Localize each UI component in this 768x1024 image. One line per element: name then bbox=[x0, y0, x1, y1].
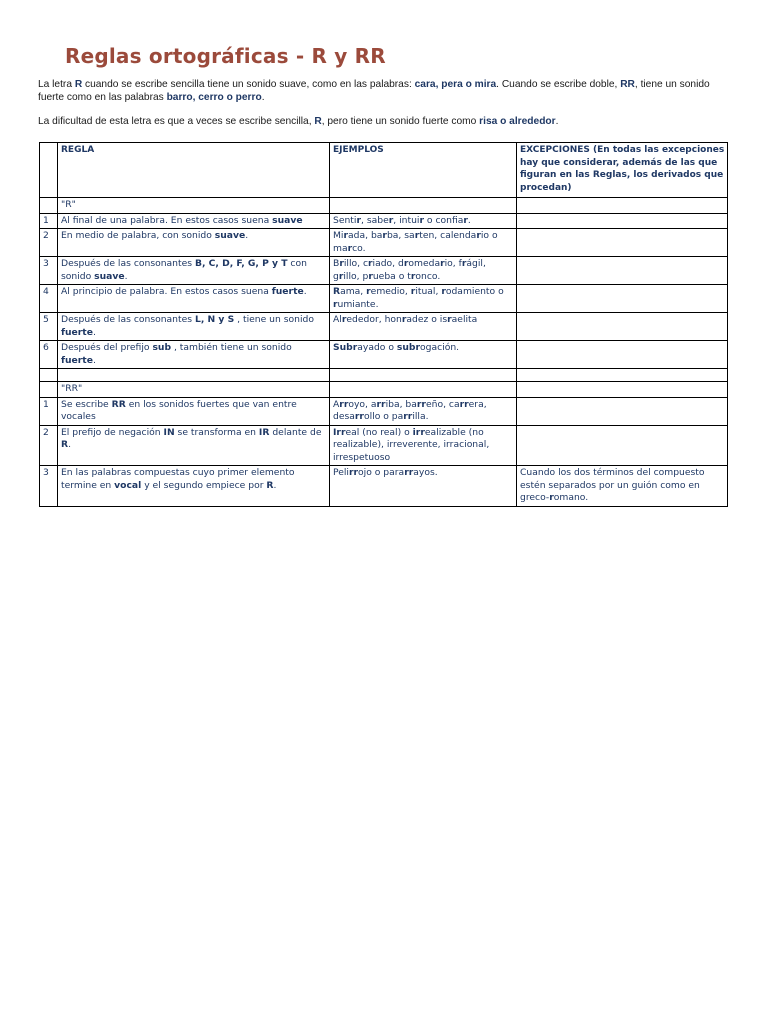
header-rule: REGLA bbox=[58, 143, 330, 198]
text: B bbox=[333, 258, 340, 269]
bold-text: r bbox=[447, 314, 452, 325]
bold-text: R bbox=[266, 479, 274, 491]
intro-text: . bbox=[555, 116, 559, 127]
table-row bbox=[40, 257, 728, 285]
empty-cell bbox=[40, 382, 58, 398]
bold-text: r bbox=[549, 492, 554, 503]
bold-text: R bbox=[333, 286, 341, 297]
table-row bbox=[40, 397, 728, 425]
text: , también tiene un sonido bbox=[171, 342, 292, 353]
examples-cell bbox=[330, 257, 517, 285]
empty-cell bbox=[40, 369, 58, 382]
intro-text: . bbox=[261, 91, 265, 103]
empty-cell bbox=[58, 382, 330, 398]
intro-text: La dificultad de esta letra es que a veces se escribe sencilla, bbox=[38, 116, 315, 127]
section-row-r bbox=[40, 198, 728, 214]
bold-text: r bbox=[401, 314, 407, 325]
bold-text: Subr bbox=[333, 342, 358, 353]
text: y el segundo empiece por bbox=[141, 479, 267, 491]
bold-text: r bbox=[463, 214, 468, 226]
text: ojo o para bbox=[358, 467, 405, 478]
text: co. bbox=[352, 242, 366, 254]
text: . bbox=[68, 439, 71, 450]
text: illo, c bbox=[343, 258, 369, 269]
exceptions-cell bbox=[517, 466, 728, 507]
examples-cell bbox=[330, 285, 517, 313]
bold-text: sub bbox=[152, 342, 172, 353]
exceptions-cell bbox=[517, 213, 728, 229]
text: onco. bbox=[415, 270, 441, 282]
text: ba, sa bbox=[386, 230, 415, 241]
text: ayos. bbox=[413, 467, 438, 478]
section-label-r bbox=[58, 198, 330, 214]
rule-cell bbox=[58, 285, 330, 313]
bold-text: suave bbox=[214, 230, 246, 241]
intro-bold: cara, pera o mira bbox=[414, 79, 497, 90]
bold-text: r bbox=[356, 214, 361, 226]
bold-text: r bbox=[368, 270, 373, 282]
bold-text: r bbox=[366, 286, 371, 297]
exceptions-cell bbox=[517, 313, 728, 341]
bold-text: r bbox=[403, 258, 409, 269]
rule-cell bbox=[58, 397, 330, 425]
row-number: 3 bbox=[40, 257, 58, 285]
bold-text: IR bbox=[258, 426, 270, 438]
bold-text: r bbox=[410, 270, 416, 282]
text: ayado o bbox=[357, 342, 397, 353]
text: iado, d bbox=[372, 258, 404, 269]
intro-text: , pero tiene un sonido fuerte como bbox=[321, 116, 480, 127]
bold-text: r bbox=[476, 230, 481, 241]
rule-cell bbox=[58, 313, 330, 341]
empty-cell bbox=[58, 369, 330, 382]
bold-text: r bbox=[339, 258, 344, 269]
header-examples: EJEMPLOS bbox=[330, 143, 517, 198]
bold-text: RR bbox=[111, 398, 126, 410]
examples-cell bbox=[330, 313, 517, 341]
bold-text: r bbox=[368, 258, 373, 269]
bold-text: r bbox=[410, 286, 416, 297]
row-number: 1 bbox=[40, 213, 58, 229]
bold-text: r bbox=[333, 298, 338, 310]
text: En las palabras compuestas cuyo primer elemento termine en bbox=[61, 467, 295, 491]
rule-cell bbox=[58, 341, 330, 369]
bold-text: fuerte bbox=[271, 286, 304, 297]
text: io, f bbox=[444, 258, 462, 269]
bold-text: r bbox=[343, 230, 349, 241]
text: ama, bbox=[340, 286, 367, 297]
text: Al principio de palabra. En estos casos suena bbox=[61, 286, 272, 297]
text: omano. bbox=[553, 492, 589, 503]
bold-text: rr bbox=[459, 398, 469, 410]
examples-cell bbox=[330, 397, 517, 425]
table-header-row bbox=[40, 143, 728, 198]
exceptions-cell bbox=[517, 397, 728, 425]
header-num-cell bbox=[40, 143, 58, 198]
page-title: Reglas ortográficas - R y RR bbox=[65, 44, 386, 68]
bold-text: irr bbox=[412, 426, 425, 438]
row-number: 1 bbox=[40, 397, 58, 425]
text: itual, bbox=[415, 286, 442, 297]
rules-table bbox=[39, 142, 728, 507]
text: , sabe bbox=[361, 214, 389, 226]
row-number: 3 bbox=[40, 466, 58, 507]
examples-cell bbox=[330, 229, 517, 257]
intro-text: La letra bbox=[38, 79, 75, 90]
exceptions-cell bbox=[517, 257, 728, 285]
blank-row bbox=[40, 369, 728, 382]
table-row bbox=[40, 341, 728, 369]
empty-cell bbox=[330, 369, 517, 382]
intro-bold: barro, cerro o perro bbox=[166, 91, 262, 103]
text: odamiento o bbox=[445, 286, 504, 297]
bold-text: L, N y S bbox=[194, 314, 235, 325]
examples-cell bbox=[330, 213, 517, 229]
bold-text: suave bbox=[272, 214, 303, 226]
text: iba, ba bbox=[385, 398, 417, 410]
examples-cell bbox=[330, 425, 517, 466]
text: . bbox=[245, 230, 249, 241]
bold-text: r bbox=[441, 286, 446, 297]
bold-text: fuerte bbox=[61, 326, 93, 338]
intro-text: cuando se escribe sencilla tiene un sonido suave, como en las palabras: bbox=[82, 79, 415, 90]
intro-bold: R bbox=[314, 116, 322, 127]
bold-text: vocal bbox=[114, 479, 142, 491]
text: illo, p bbox=[343, 270, 369, 282]
rule-cell bbox=[58, 466, 330, 507]
text: A bbox=[333, 398, 340, 410]
row-number: 5 bbox=[40, 313, 58, 341]
text: . bbox=[467, 214, 471, 226]
text: Después de las consonantes bbox=[61, 258, 195, 269]
empty-cell bbox=[517, 198, 728, 214]
rule-cell bbox=[58, 229, 330, 257]
bold-text: r bbox=[382, 230, 387, 241]
text: eño, ca bbox=[425, 398, 460, 410]
bold-text: r bbox=[414, 230, 420, 241]
header-exceptions: EXCEPCIONES (En todas las excepciones hay que considerar, además de las que figuran en las Reglas, los derivados que procedan) bbox=[517, 143, 728, 198]
rule-cell bbox=[58, 213, 330, 229]
text: El prefijo de negación bbox=[61, 426, 164, 438]
bold-text: subr bbox=[396, 342, 421, 353]
table-row bbox=[40, 229, 728, 257]
bold-text: r bbox=[341, 314, 347, 325]
exceptions-cell bbox=[517, 229, 728, 257]
text: aelita bbox=[451, 314, 478, 325]
text: Senti bbox=[333, 214, 357, 226]
text: era, desa bbox=[333, 398, 487, 422]
text: illa. bbox=[412, 411, 429, 422]
text: . bbox=[124, 270, 128, 282]
intro-paragraph-1 bbox=[38, 79, 728, 104]
text: , intui bbox=[393, 214, 420, 226]
empty-cell bbox=[330, 198, 517, 214]
text: ágil, g bbox=[333, 258, 486, 282]
text: Al bbox=[333, 314, 342, 325]
exceptions-cell bbox=[517, 285, 728, 313]
bold-text: r bbox=[461, 258, 467, 269]
text: Después de las consonantes bbox=[61, 314, 195, 325]
section-label-text: "RR" bbox=[61, 383, 83, 394]
text: adez o is bbox=[406, 314, 448, 325]
text: umiante. bbox=[337, 298, 379, 310]
text: ealizable (no realizable), irreverente, irracional, irrespetuoso bbox=[333, 426, 490, 463]
text: emedio, bbox=[370, 286, 411, 297]
text: Al final de una palabra. En estos casos suena bbox=[61, 214, 273, 226]
bold-text: IN bbox=[163, 426, 175, 438]
section-label-text: "R" bbox=[61, 199, 76, 210]
table-row bbox=[40, 425, 728, 466]
bold-text: Irr bbox=[333, 426, 346, 438]
row-number: 6 bbox=[40, 341, 58, 369]
text: o confia bbox=[424, 214, 464, 226]
bold-text: r bbox=[338, 270, 344, 282]
intro-bold: RR bbox=[620, 79, 635, 90]
text: ogación. bbox=[420, 342, 460, 353]
text: ededor, hon bbox=[346, 314, 402, 325]
text: Cuando los dos términos del compuesto estén separados por un guión como en greco- bbox=[520, 467, 705, 503]
table-row bbox=[40, 313, 728, 341]
table-row bbox=[40, 285, 728, 313]
text: Mi bbox=[333, 230, 344, 241]
text: . bbox=[273, 479, 277, 491]
text: Después del prefijo bbox=[61, 342, 153, 353]
text: ueba o t bbox=[372, 270, 411, 282]
empty-cell bbox=[40, 198, 58, 214]
intro-bold: R bbox=[74, 79, 83, 90]
text: con sonido bbox=[61, 258, 307, 282]
bold-text: r bbox=[419, 214, 425, 226]
bold-text: rr bbox=[403, 411, 413, 422]
table-row bbox=[40, 213, 728, 229]
intro-text: , tiene un sonido fuerte como en las palabras bbox=[38, 79, 710, 103]
text: ten, calenda bbox=[419, 230, 477, 241]
text: Se escribe bbox=[61, 398, 112, 410]
section-row-rr bbox=[40, 382, 728, 398]
text: io o ma bbox=[333, 230, 498, 254]
exceptions-cell bbox=[517, 425, 728, 466]
text: en los sonidos fuertes que van entre vocales bbox=[61, 398, 297, 422]
bold-text: rr bbox=[348, 467, 359, 478]
row-number: 2 bbox=[40, 229, 58, 257]
text: , tiene un sonido bbox=[234, 314, 314, 325]
examples-cell bbox=[330, 341, 517, 369]
text: ada, ba bbox=[348, 230, 383, 241]
intro-text: . Cuando se escribe doble, bbox=[496, 79, 621, 90]
empty-cell bbox=[517, 369, 728, 382]
bold-text: R bbox=[61, 439, 69, 450]
text: En medio de palabra, con sonido bbox=[61, 230, 215, 241]
intro-paragraph-2 bbox=[38, 116, 728, 129]
row-number: 4 bbox=[40, 285, 58, 313]
bold-text: rr bbox=[354, 411, 364, 422]
bold-text: rr bbox=[376, 398, 386, 410]
rule-cell bbox=[58, 257, 330, 285]
bold-text: B, C, D, F, G, P y T bbox=[194, 258, 288, 269]
text: eal (no real) o bbox=[345, 426, 413, 438]
bold-text: rr bbox=[416, 398, 426, 410]
examples-cell bbox=[330, 466, 517, 507]
exceptions-cell bbox=[517, 341, 728, 369]
text: . bbox=[92, 326, 96, 338]
text: . bbox=[303, 286, 307, 297]
text: delante de bbox=[269, 426, 322, 438]
bold-text: rr bbox=[404, 467, 414, 478]
empty-cell bbox=[330, 382, 517, 398]
bold-text: r bbox=[440, 258, 445, 269]
table-row bbox=[40, 466, 728, 507]
text: se transforma en bbox=[174, 426, 259, 438]
bold-text: rr bbox=[339, 398, 349, 410]
text: . bbox=[92, 354, 96, 366]
empty-cell bbox=[517, 382, 728, 398]
text: Peli bbox=[333, 467, 349, 478]
text: oyo, a bbox=[348, 398, 377, 410]
rule-cell bbox=[58, 425, 330, 466]
bold-text: suave bbox=[94, 270, 125, 282]
intro-bold: risa o alrededor bbox=[479, 116, 556, 127]
text: omeda bbox=[408, 258, 441, 269]
row-number: 2 bbox=[40, 425, 58, 466]
bold-text: fuerte bbox=[61, 354, 93, 366]
bold-text: r bbox=[388, 214, 394, 226]
bold-text: r bbox=[347, 242, 353, 254]
text: ollo o pa bbox=[363, 411, 404, 422]
